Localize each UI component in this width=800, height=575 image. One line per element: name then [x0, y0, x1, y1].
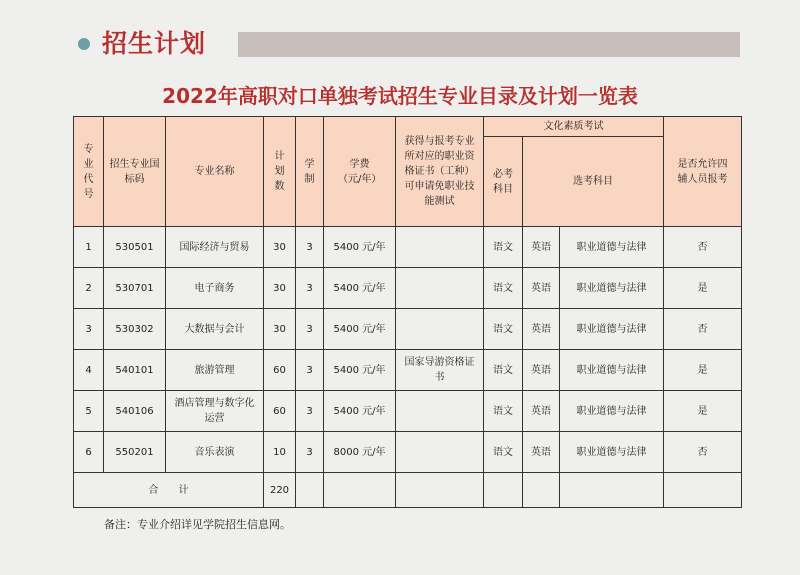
header-plan-count: 计划数 — [264, 117, 296, 227]
cell-count: 10 — [264, 432, 296, 473]
cell-fee: 8000 元/年 — [324, 432, 396, 473]
total-empty-cell — [296, 473, 324, 508]
cell-code: 3 — [74, 309, 104, 350]
total-empty-cell — [664, 473, 742, 508]
cell-required: 语文 — [484, 391, 523, 432]
cell-elective-2: 职业道德与法律 — [560, 350, 664, 391]
cell-required: 语文 — [484, 432, 523, 473]
cell-elective-1: 英语 — [523, 309, 560, 350]
header-four-aux: 是否允许四辅人员报考 — [664, 117, 742, 227]
cell-certificate: 国家导游资格证书 — [396, 350, 484, 391]
cell-fee: 5400 元/年 — [324, 391, 396, 432]
cell-required: 语文 — [484, 268, 523, 309]
cell-years: 3 — [296, 268, 324, 309]
cell-count: 60 — [264, 350, 296, 391]
cell-count: 30 — [264, 227, 296, 268]
cell-code: 6 — [74, 432, 104, 473]
cell-fee: 5400 元/年 — [324, 309, 396, 350]
cell-certificate — [396, 309, 484, 350]
cell-fee: 5400 元/年 — [324, 227, 396, 268]
header-required: 必考科目 — [484, 137, 523, 227]
cell-national-code: 530302 — [104, 309, 166, 350]
cell-national-code: 530701 — [104, 268, 166, 309]
cell-elective-2: 职业道德与法律 — [560, 227, 664, 268]
cell-elective-1: 英语 — [523, 227, 560, 268]
total-label: 合 计 — [74, 473, 264, 508]
cell-fee: 5400 元/年 — [324, 350, 396, 391]
header-fee: 学费（元/年） — [324, 117, 396, 227]
section-title-bar — [238, 32, 740, 57]
cell-code: 2 — [74, 268, 104, 309]
total-empty-cell — [523, 473, 560, 508]
cell-name: 酒店管理与数字化运营 — [166, 391, 264, 432]
cell-name: 旅游管理 — [166, 350, 264, 391]
header-years: 学制 — [296, 117, 324, 227]
header-elective: 选考科目 — [523, 137, 664, 227]
total-row — [74, 473, 742, 508]
cell-allowed: 是 — [664, 391, 742, 432]
enrollment-plan-table — [73, 116, 742, 508]
cell-national-code: 540106 — [104, 391, 166, 432]
section-title: 招生计划 — [102, 29, 207, 58]
cell-years: 3 — [296, 432, 324, 473]
cell-code: 4 — [74, 350, 104, 391]
cell-allowed: 是 — [664, 268, 742, 309]
cell-count: 30 — [264, 309, 296, 350]
header-national-code: 招生专业国标码 — [104, 117, 166, 227]
cell-allowed: 否 — [664, 227, 742, 268]
total-empty-cell — [324, 473, 396, 508]
cell-years: 3 — [296, 350, 324, 391]
cell-code: 5 — [74, 391, 104, 432]
cell-certificate — [396, 268, 484, 309]
cell-elective-2: 职业道德与法律 — [560, 391, 664, 432]
cell-name: 大数据与会计 — [166, 309, 264, 350]
cell-elective-2: 职业道德与法律 — [560, 432, 664, 473]
cell-certificate — [396, 391, 484, 432]
header-name: 专业名称 — [166, 117, 264, 227]
total-count: 220 — [264, 473, 296, 508]
cell-allowed: 是 — [664, 350, 742, 391]
header-code: 专业代号 — [74, 117, 104, 227]
cell-name: 音乐表演 — [166, 432, 264, 473]
cell-years: 3 — [296, 309, 324, 350]
table-row — [74, 268, 742, 309]
cell-required: 语文 — [484, 309, 523, 350]
cell-national-code: 550201 — [104, 432, 166, 473]
table-row — [74, 309, 742, 350]
cell-elective-1: 英语 — [523, 432, 560, 473]
cell-count: 60 — [264, 391, 296, 432]
cell-national-code: 530501 — [104, 227, 166, 268]
cell-certificate — [396, 432, 484, 473]
cell-elective-1: 英语 — [523, 268, 560, 309]
header-certificate: 获得与报考专业所对应的职业资格证书（工种）可申请免职业技能测试 — [396, 117, 484, 227]
table-row — [74, 391, 742, 432]
cell-elective-1: 英语 — [523, 350, 560, 391]
total-empty-cell — [396, 473, 484, 508]
header-culture-exam: 文化素质考试 — [484, 117, 664, 137]
cell-name: 电子商务 — [166, 268, 264, 309]
section-bullet-icon — [78, 38, 90, 50]
cell-name: 国际经济与贸易 — [166, 227, 264, 268]
cell-elective-2: 职业道德与法律 — [560, 268, 664, 309]
cell-allowed: 否 — [664, 309, 742, 350]
cell-required: 语文 — [484, 227, 523, 268]
cell-elective-2: 职业道德与法律 — [560, 309, 664, 350]
table-row — [74, 227, 742, 268]
page-title: 2022年高职对口单独考试招生专业目录及计划一览表 — [162, 84, 638, 108]
cell-count: 30 — [264, 268, 296, 309]
cell-national-code: 540101 — [104, 350, 166, 391]
cell-required: 语文 — [484, 350, 523, 391]
total-empty-cell — [484, 473, 523, 508]
cell-years: 3 — [296, 391, 324, 432]
cell-allowed: 否 — [664, 432, 742, 473]
cell-years: 3 — [296, 227, 324, 268]
cell-fee: 5400 元/年 — [324, 268, 396, 309]
total-empty-cell — [560, 473, 664, 508]
table-row — [74, 432, 742, 473]
footnote: 备注：专业介绍详见学院招生信息网。 — [104, 518, 291, 531]
cell-code: 1 — [74, 227, 104, 268]
table-row — [74, 350, 742, 391]
cell-elective-1: 英语 — [523, 391, 560, 432]
cell-certificate — [396, 227, 484, 268]
